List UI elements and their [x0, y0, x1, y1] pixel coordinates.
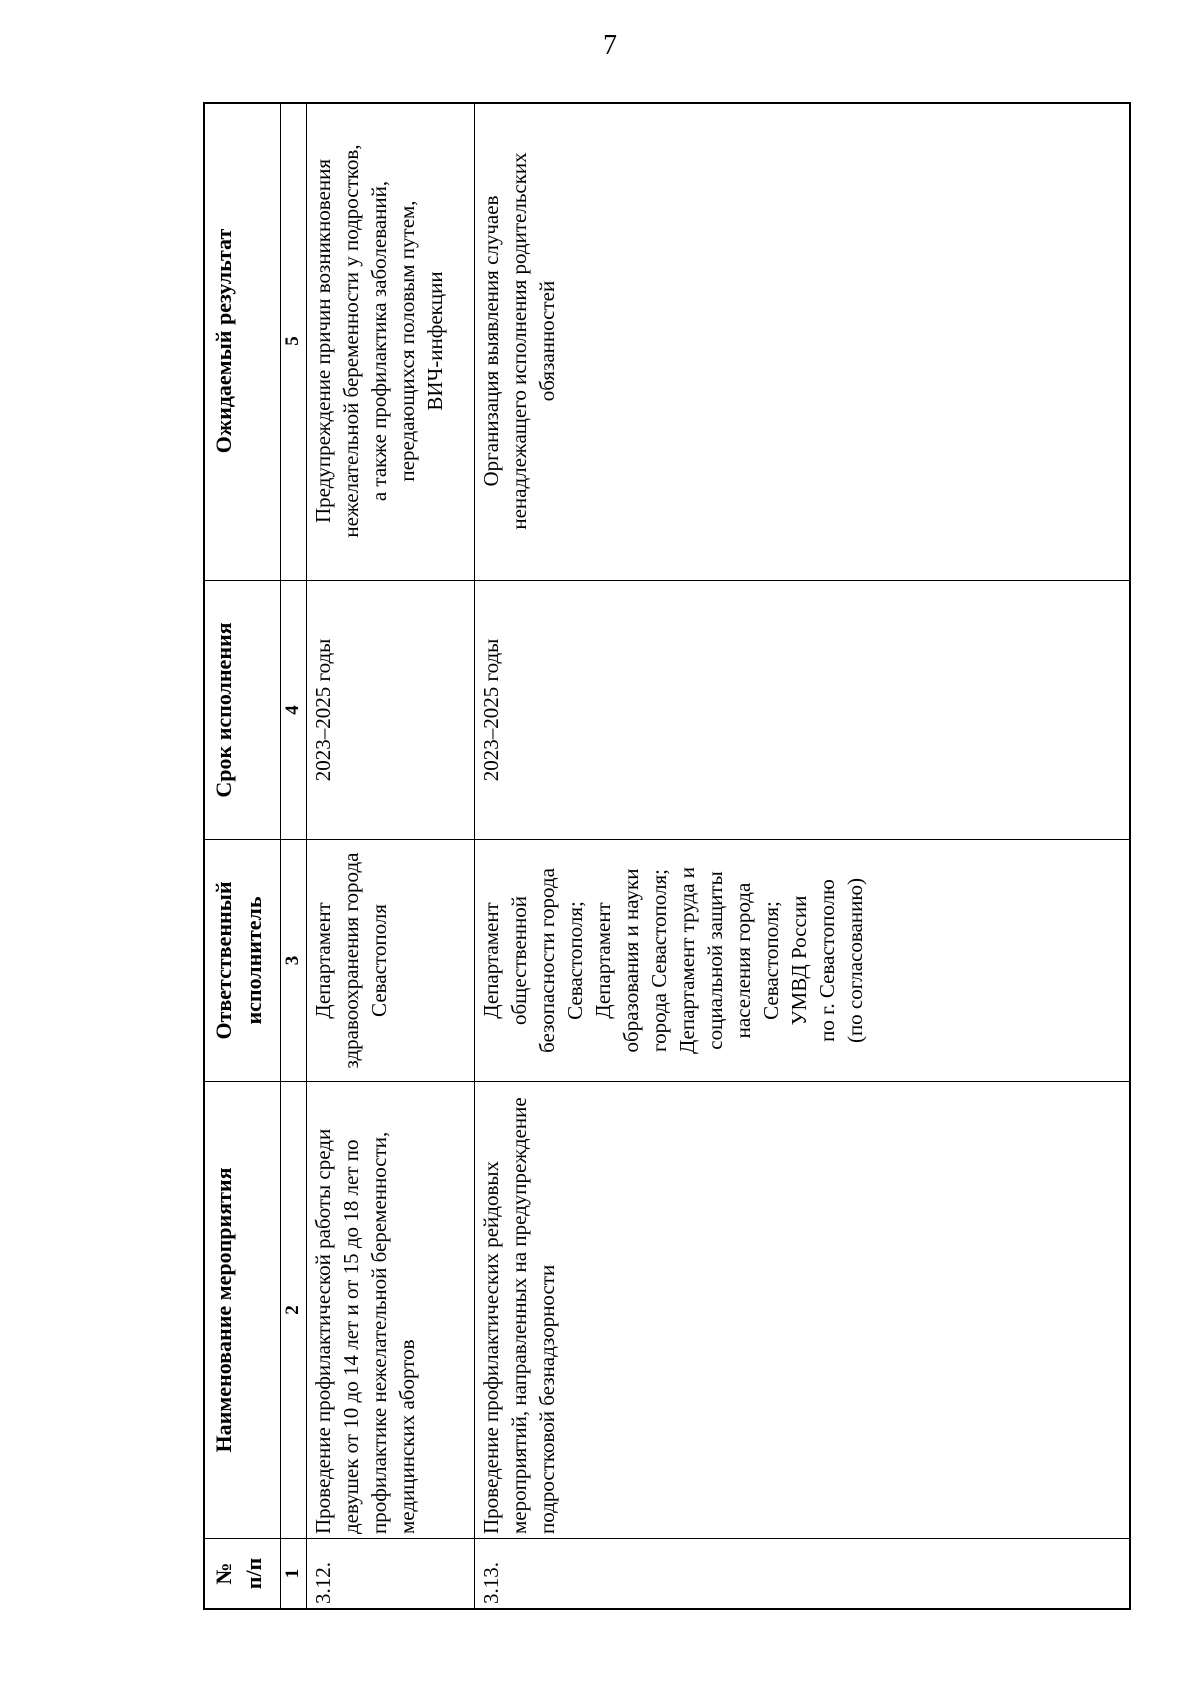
table-header-row — [205, 104, 281, 1608]
page-number: 7 — [603, 30, 617, 61]
row-result: Организация выявления случаев ненадлежащего исполнения родительских обязанностей — [479, 152, 559, 530]
activities-table — [203, 102, 1131, 1610]
column-number-row — [281, 104, 307, 1608]
column-number-3: 3 — [281, 839, 306, 1081]
table-row — [307, 104, 475, 1608]
column-number-2: 2 — [281, 1081, 306, 1538]
row-responsible: Департамент общественной безопасности города Севастополя; Департамент образования и науки города Севастополя; Департамент труда и социальной защиты населения города Севастополя; УМВД России по г. Севастополю (по согласованию) — [475, 839, 1131, 1081]
header-number: № п/п — [205, 1538, 280, 1608]
row-activity: Проведение профилактической работы среди девушек от 10 до 14 лет и от 15 до 18 лет по профилактике нежелательной беременности, медицинских абортов — [307, 1081, 474, 1538]
row-responsible: Департамент здравоохранения города Севастополя — [307, 839, 474, 1081]
row-activity: Проведение профилактических рейдовых мероприятий, направленных на предупреждение подростковой безнадзорности — [475, 1081, 1131, 1538]
header-result: Ожидаемый результат — [211, 228, 236, 454]
header-responsible: Ответственный исполнитель — [205, 839, 280, 1081]
column-number-1: 1 — [281, 1538, 306, 1608]
table-row — [475, 104, 1131, 1608]
row-number: 3.12. — [307, 1538, 474, 1608]
header-deadline: Срок исполнения — [205, 580, 280, 839]
row-deadline: 2023–2025 годы — [307, 580, 474, 839]
row-number: 3.13. — [475, 1538, 1131, 1608]
row-deadline: 2023–2025 годы — [475, 580, 1131, 839]
column-number-4: 4 — [281, 580, 306, 839]
header-activity: Наименование мероприятия — [205, 1081, 280, 1538]
row-result: Предупреждение причин возникновения нежелательной беременности у подростков, а также профилактика заболеваний, передающихся половым путем, ВИЧ-инфекции — [311, 144, 447, 538]
column-number-5: 5 — [282, 336, 303, 346]
table-wrapper — [203, 102, 1131, 1610]
